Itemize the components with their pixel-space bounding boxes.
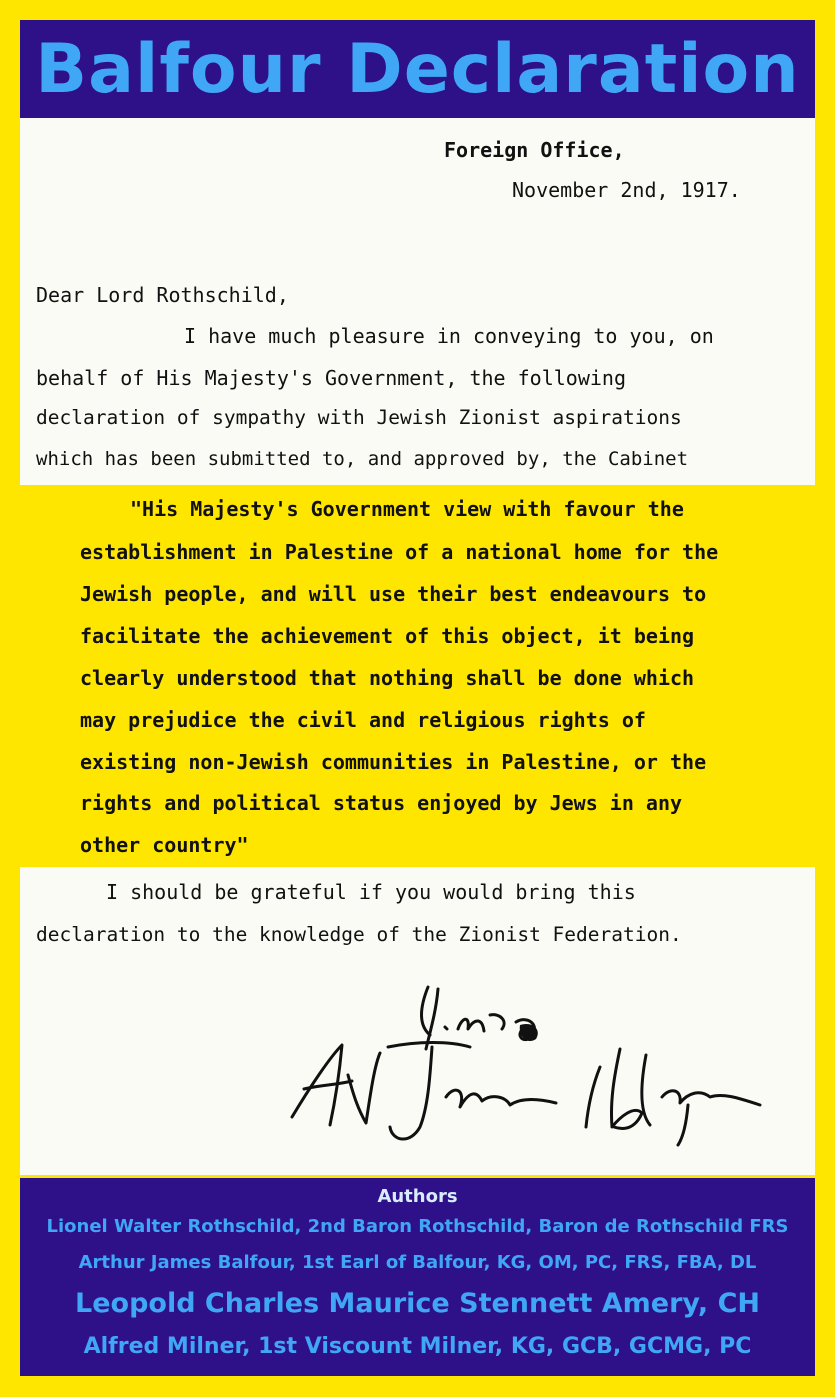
letter-date: November 2nd, 1917. (512, 178, 741, 202)
letter-salutation: Dear Lord Rothschild, (36, 283, 289, 307)
authors-panel (20, 1178, 815, 1376)
quote-line: Jewish people, and will use their best endeavours to (80, 582, 707, 606)
letter-top-panel (20, 118, 815, 485)
quote-line: may prejudice the civil and religious rights of (80, 708, 646, 732)
quote-line: "His Majesty's Government view with favour the (130, 497, 684, 521)
letter-office: Foreign Office, (444, 138, 625, 162)
title-banner (20, 20, 815, 118)
letter-closing-line: declaration to the knowledge of the Zionist Federation. (36, 923, 682, 946)
quote-line: clearly understood that nothing shall be done which (80, 666, 695, 690)
quote-line: facilitate the achievement of this object, it being (80, 624, 695, 648)
letter-closing-line: I should be grateful if you would bring this (106, 880, 636, 904)
authors-heading: Authors (377, 1186, 458, 1207)
letter-intro-line: I have much pleasure in conveying to you, on (184, 324, 714, 348)
letter-intro-line: which has been submitted to, and approved by, the Cabinet (36, 448, 689, 470)
author-name: Alfred Milner, 1st Viscount Milner, KG, GCB, GCMG, PC (83, 1334, 752, 1359)
quote-line: establishment in Palestine of a national home for the (80, 540, 719, 564)
letter-intro-line: behalf of His Majesty's Government, the following (36, 366, 627, 390)
letter-intro-line: declaration of sympathy with Jewish Zionist aspirations (36, 406, 682, 429)
quote-line: rights and political status enjoyed by Jews in any (80, 791, 683, 815)
signature-image (270, 977, 770, 1147)
author-name: Leopold Charles Maurice Stennett Amery, CH (75, 1288, 760, 1319)
page-title: Balfour Declaration (35, 29, 800, 109)
quote-line: existing non-Jewish communities in Palestine, or the (80, 750, 707, 774)
letter-bottom-panel (20, 867, 815, 1175)
author-name: Arthur James Balfour, 1st Earl of Balfour, KG, OM, PC, FRS, FBA, DL (78, 1252, 757, 1273)
quote-line: other country" (80, 833, 249, 857)
author-name: Lionel Walter Rothschild, 2nd Baron Rothschild, Baron de Rothschild FRS (46, 1216, 789, 1237)
